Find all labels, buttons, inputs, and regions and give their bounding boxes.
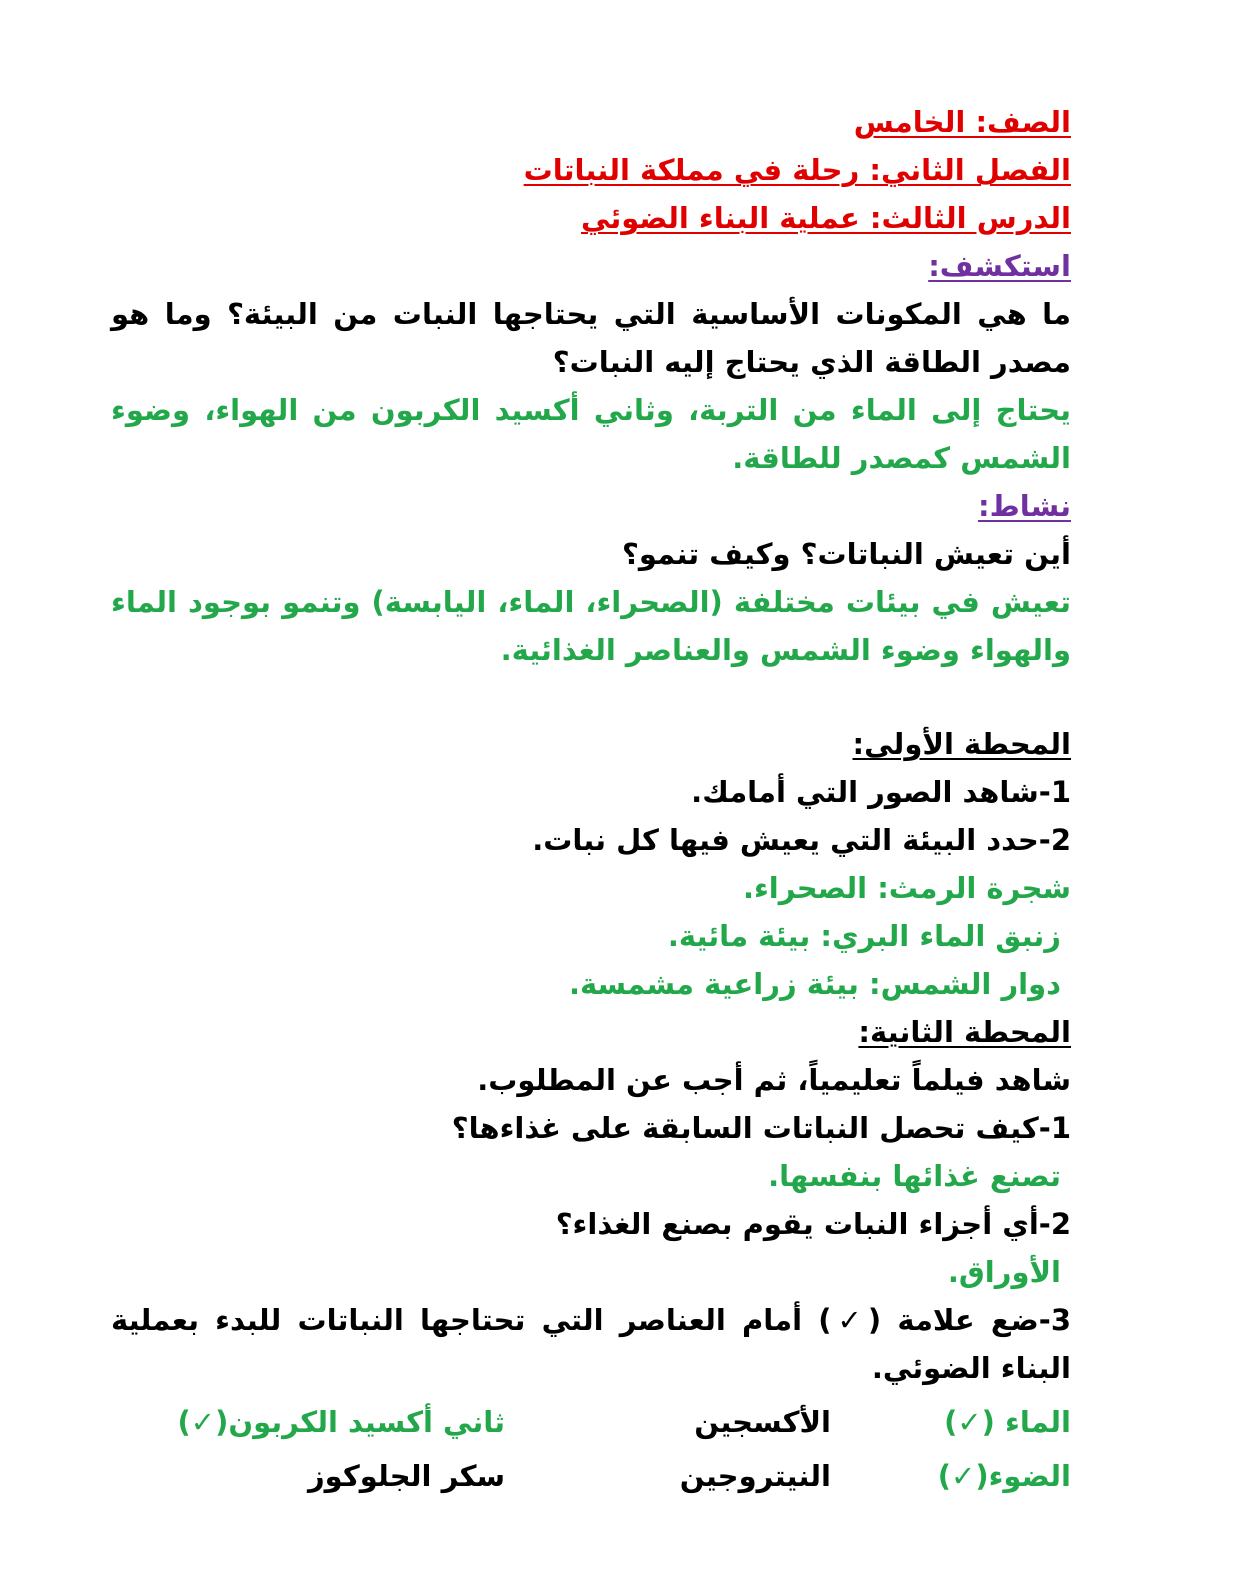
worksheet-page: [111, 98, 1071, 1510]
choice-carbon-dioxide: ثاني أكسيد الكربون(✓): [177, 1405, 505, 1439]
activity-question: أين تعيش النباتات؟ وكيف تنمو؟: [622, 537, 1071, 571]
station1-answer-waterlily: زنبق الماء البري: بيئة مائية.: [667, 919, 1061, 953]
choice-water: الماء (✓): [944, 1405, 1071, 1439]
station2-answer1: تصنع غذائها بنفسها.: [768, 1159, 1061, 1193]
explore-answer: يحتاج إلى الماء من التربة، وثاني أكسيد الكربون من الهواء، وضوء الشمس كمصدر للطاقة.: [111, 393, 1071, 475]
activity-answer: تعيش في بيئات مختلفة (الصحراء، الماء، اليابسة) وتنمو بوجود الماء والهواء وضوء الشمس والعناصر الغذائية.: [111, 585, 1071, 667]
choice-light: الضوء(✓): [937, 1459, 1071, 1493]
section-spacer: [111, 674, 1071, 720]
station1-step1: 1-شاهد الصور التي أمامك.: [691, 775, 1071, 809]
station2-question2: 2-أي أجزاء النبات يقوم بصنع الغذاء؟: [555, 1207, 1071, 1241]
choice-nitrogen: النيتروجين: [679, 1459, 831, 1493]
grade-heading: الصف: الخامس: [853, 105, 1071, 139]
explore-title: استكشف:: [928, 249, 1071, 283]
station2-question1: 1-كيف تحصل النباتات السابقة على غذاءها؟: [451, 1111, 1071, 1145]
station2-question3: 3-ضع علامة (✓) أمام العناصر التي تحتاجها النباتات للبدء بعملية البناء الضوئي.: [111, 1303, 1071, 1385]
choice-glucose: سكر الجلوكوز: [307, 1459, 505, 1493]
activity-title: نشاط:: [977, 489, 1071, 523]
station2-answer2: الأوراق.: [947, 1255, 1061, 1289]
choice-oxygen: الأكسجين: [694, 1405, 831, 1439]
station1-step2: 2-حدد البيئة التي يعيش فيها كل نبات.: [532, 823, 1071, 857]
station2-intro: شاهد فيلماً تعليمياً، ثم أجب عن المطلوب.: [477, 1063, 1071, 1097]
station1-answer-rimth: شجرة الرمث: الصحراء.: [742, 871, 1071, 905]
station2-title: المحطة الثانية:: [858, 1015, 1071, 1049]
explore-question: ما هي المكونات الأساسية التي يحتاجها النبات من البيئة؟ وما هو مصدر الطاقة الذي يحتاج إليه النبات؟: [111, 297, 1071, 379]
element-choices: [111, 1398, 1071, 1510]
station1-answer-sunflower: دوار الشمس: بيئة زراعية مشمسة.: [568, 967, 1061, 1001]
chapter-heading: الفصل الثاني: رحلة في مملكة النباتات: [523, 153, 1071, 187]
station1-title: المحطة الأولى:: [852, 727, 1071, 761]
lesson-heading: الدرس الثالث: عملية البناء الضوئي: [581, 201, 1071, 235]
